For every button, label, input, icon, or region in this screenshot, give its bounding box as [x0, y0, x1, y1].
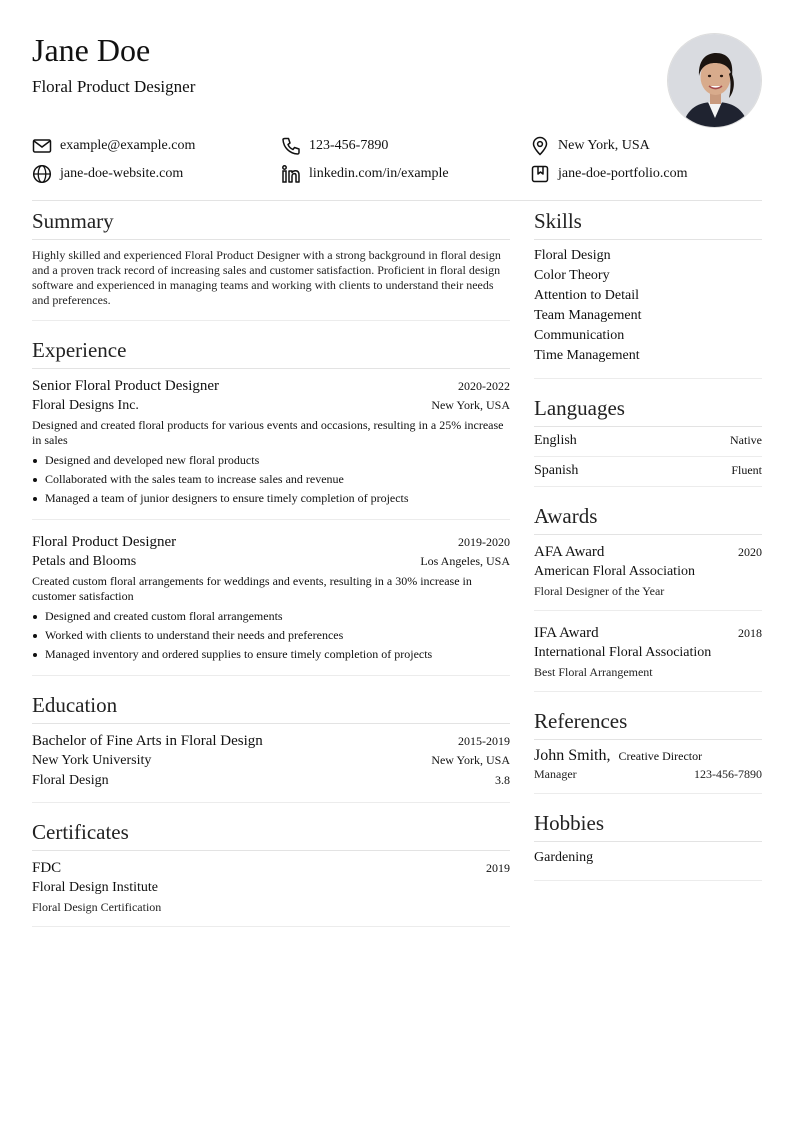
skill-item: Floral Design — [534, 248, 611, 263]
language-item — [534, 456, 762, 486]
award-entry — [534, 535, 762, 610]
award-description: Best Floral Arrangement — [534, 665, 653, 679]
awards-heading: Awards — [534, 501, 762, 535]
experience-heading: Experience — [32, 335, 510, 369]
education-section — [32, 690, 510, 803]
hobbies-heading: Hobbies — [534, 808, 762, 842]
job-bullet: Designed and developed new floral products — [32, 451, 510, 470]
contact-email[interactable] — [32, 134, 195, 158]
job-role: Floral Product Designer — [32, 534, 177, 550]
certificate-entry — [32, 851, 510, 926]
hobbies-section — [534, 808, 762, 881]
language-name: Spanish — [534, 463, 579, 478]
candidate-title: Floral Product Designer — [32, 77, 196, 96]
award-year: 2020 — [738, 545, 762, 559]
languages-heading: Languages — [534, 393, 762, 427]
experience-section — [32, 335, 510, 676]
phone-icon — [281, 136, 301, 156]
skill-item: Color Theory — [534, 268, 610, 283]
email-text[interactable]: example@example.com — [60, 138, 196, 153]
portfolio-text[interactable]: jane-doe-portfolio.com — [558, 166, 688, 181]
summary-text: Highly skilled and experienced Floral Product Designer with a strong background in floral design and a proven track record of increasing sales and customer satisfaction. Proficient in floral design software and experienced in managing teams and working with clients to understand their needs and preferences. — [32, 248, 501, 307]
summary-section — [32, 206, 510, 321]
contact-website[interactable] — [32, 162, 183, 186]
contact-portfolio[interactable] — [530, 162, 687, 186]
field-of-study: Floral Design — [32, 773, 109, 788]
globe-icon — [32, 164, 52, 184]
reference-entry — [534, 740, 762, 793]
skill-item: Communication — [534, 328, 625, 343]
award-entry — [534, 610, 762, 691]
award-year: 2018 — [738, 626, 762, 640]
school-location: New York, USA — [431, 753, 510, 767]
job-bullet: Managed a team of junior designers to ensure timely completion of projects — [32, 489, 510, 508]
award-org: International Floral Association — [534, 645, 712, 660]
reference-relation: Manager — [534, 767, 577, 781]
contact-linkedin[interactable] — [281, 162, 449, 186]
certificates-section — [32, 817, 510, 927]
job-dates: 2019-2020 — [458, 535, 510, 549]
certificate-issuer: Floral Design Institute — [32, 880, 158, 895]
references-heading: References — [534, 706, 762, 740]
skill-item: Team Management — [534, 308, 642, 323]
job-company: Floral Designs Inc. — [32, 398, 139, 413]
job-bullets — [32, 451, 510, 508]
language-item — [534, 427, 762, 456]
certificate-year: 2019 — [486, 861, 510, 875]
job-bullets — [32, 607, 510, 664]
contact-location — [530, 134, 650, 158]
location-pin-icon — [530, 136, 550, 156]
award-name: IFA Award — [534, 625, 599, 641]
education-dates: 2015-2019 — [458, 734, 510, 748]
job-bullet: Managed inventory and ordered supplies to ensure timely completion of projects — [32, 645, 510, 664]
profile-photo — [667, 33, 762, 128]
linkedin-text[interactable]: linkedin.com/in/example — [309, 166, 449, 181]
job-description: Designed and created floral products for various events and occasions, resulting in a 25% increase in sales — [32, 418, 504, 447]
location-text: New York, USA — [558, 138, 650, 153]
phone-text[interactable]: 123-456-7890 — [309, 138, 389, 153]
award-description: Floral Designer of the Year — [534, 584, 665, 598]
school: New York University — [32, 753, 152, 768]
languages-section — [534, 393, 762, 487]
hobby-item: Gardening — [534, 850, 594, 865]
awards-section — [534, 501, 762, 692]
candidate-name: Jane Doe — [32, 32, 151, 68]
linkedin-icon — [281, 164, 301, 184]
references-section — [534, 706, 762, 794]
language-level: Native — [730, 433, 762, 447]
mail-icon — [32, 136, 52, 156]
job-bullet: Designed and created custom floral arrangements — [32, 607, 510, 626]
skills-heading: Skills — [534, 206, 762, 240]
skill-item: Time Management — [534, 348, 640, 363]
job-bullet: Collaborated with the sales team to increase sales and revenue — [32, 470, 510, 489]
award-org: American Floral Association — [534, 564, 695, 579]
right-column — [534, 206, 762, 895]
profile-photo-image — [668, 34, 762, 128]
job-description: Created custom floral arrangements for weddings and events, resulting in a 30% increase in customer satisfaction — [32, 574, 472, 603]
bookmark-icon — [530, 164, 550, 184]
award-name: AFA Award — [534, 544, 605, 560]
header-divider — [32, 200, 762, 201]
website-text[interactable]: jane-doe-website.com — [60, 166, 184, 181]
job-location: Los Angeles, USA — [420, 554, 510, 568]
certificate-name: FDC — [32, 860, 62, 876]
degree: Bachelor of Fine Arts in Floral Design — [32, 733, 263, 749]
contact-phone[interactable] — [281, 134, 388, 158]
reference-role: Creative Director — [618, 749, 703, 763]
job-location: New York, USA — [431, 398, 510, 412]
summary-heading: Summary — [32, 206, 510, 240]
job-company: Petals and Blooms — [32, 554, 137, 569]
language-name: English — [534, 433, 577, 448]
education-heading: Education — [32, 690, 510, 724]
job-role: Senior Floral Product Designer — [32, 378, 220, 394]
skills-section — [534, 206, 762, 379]
resume-page — [32, 0, 762, 1123]
skill-item: Attention to Detail — [534, 288, 639, 303]
job-bullet: Worked with clients to understand their needs and preferences — [32, 626, 510, 645]
education-entry — [32, 724, 510, 802]
left-column — [32, 206, 510, 941]
experience-entry — [32, 519, 510, 675]
certificate-description: Floral Design Certification — [32, 900, 162, 914]
job-dates: 2020-2022 — [458, 379, 510, 393]
experience-entry — [32, 369, 510, 519]
certificates-heading: Certificates — [32, 817, 510, 851]
language-level: Fluent — [731, 463, 762, 477]
gpa: 3.8 — [495, 773, 510, 787]
reference-phone[interactable]: 123-456-7890 — [694, 767, 762, 781]
reference-name: John Smith, — [534, 747, 611, 764]
